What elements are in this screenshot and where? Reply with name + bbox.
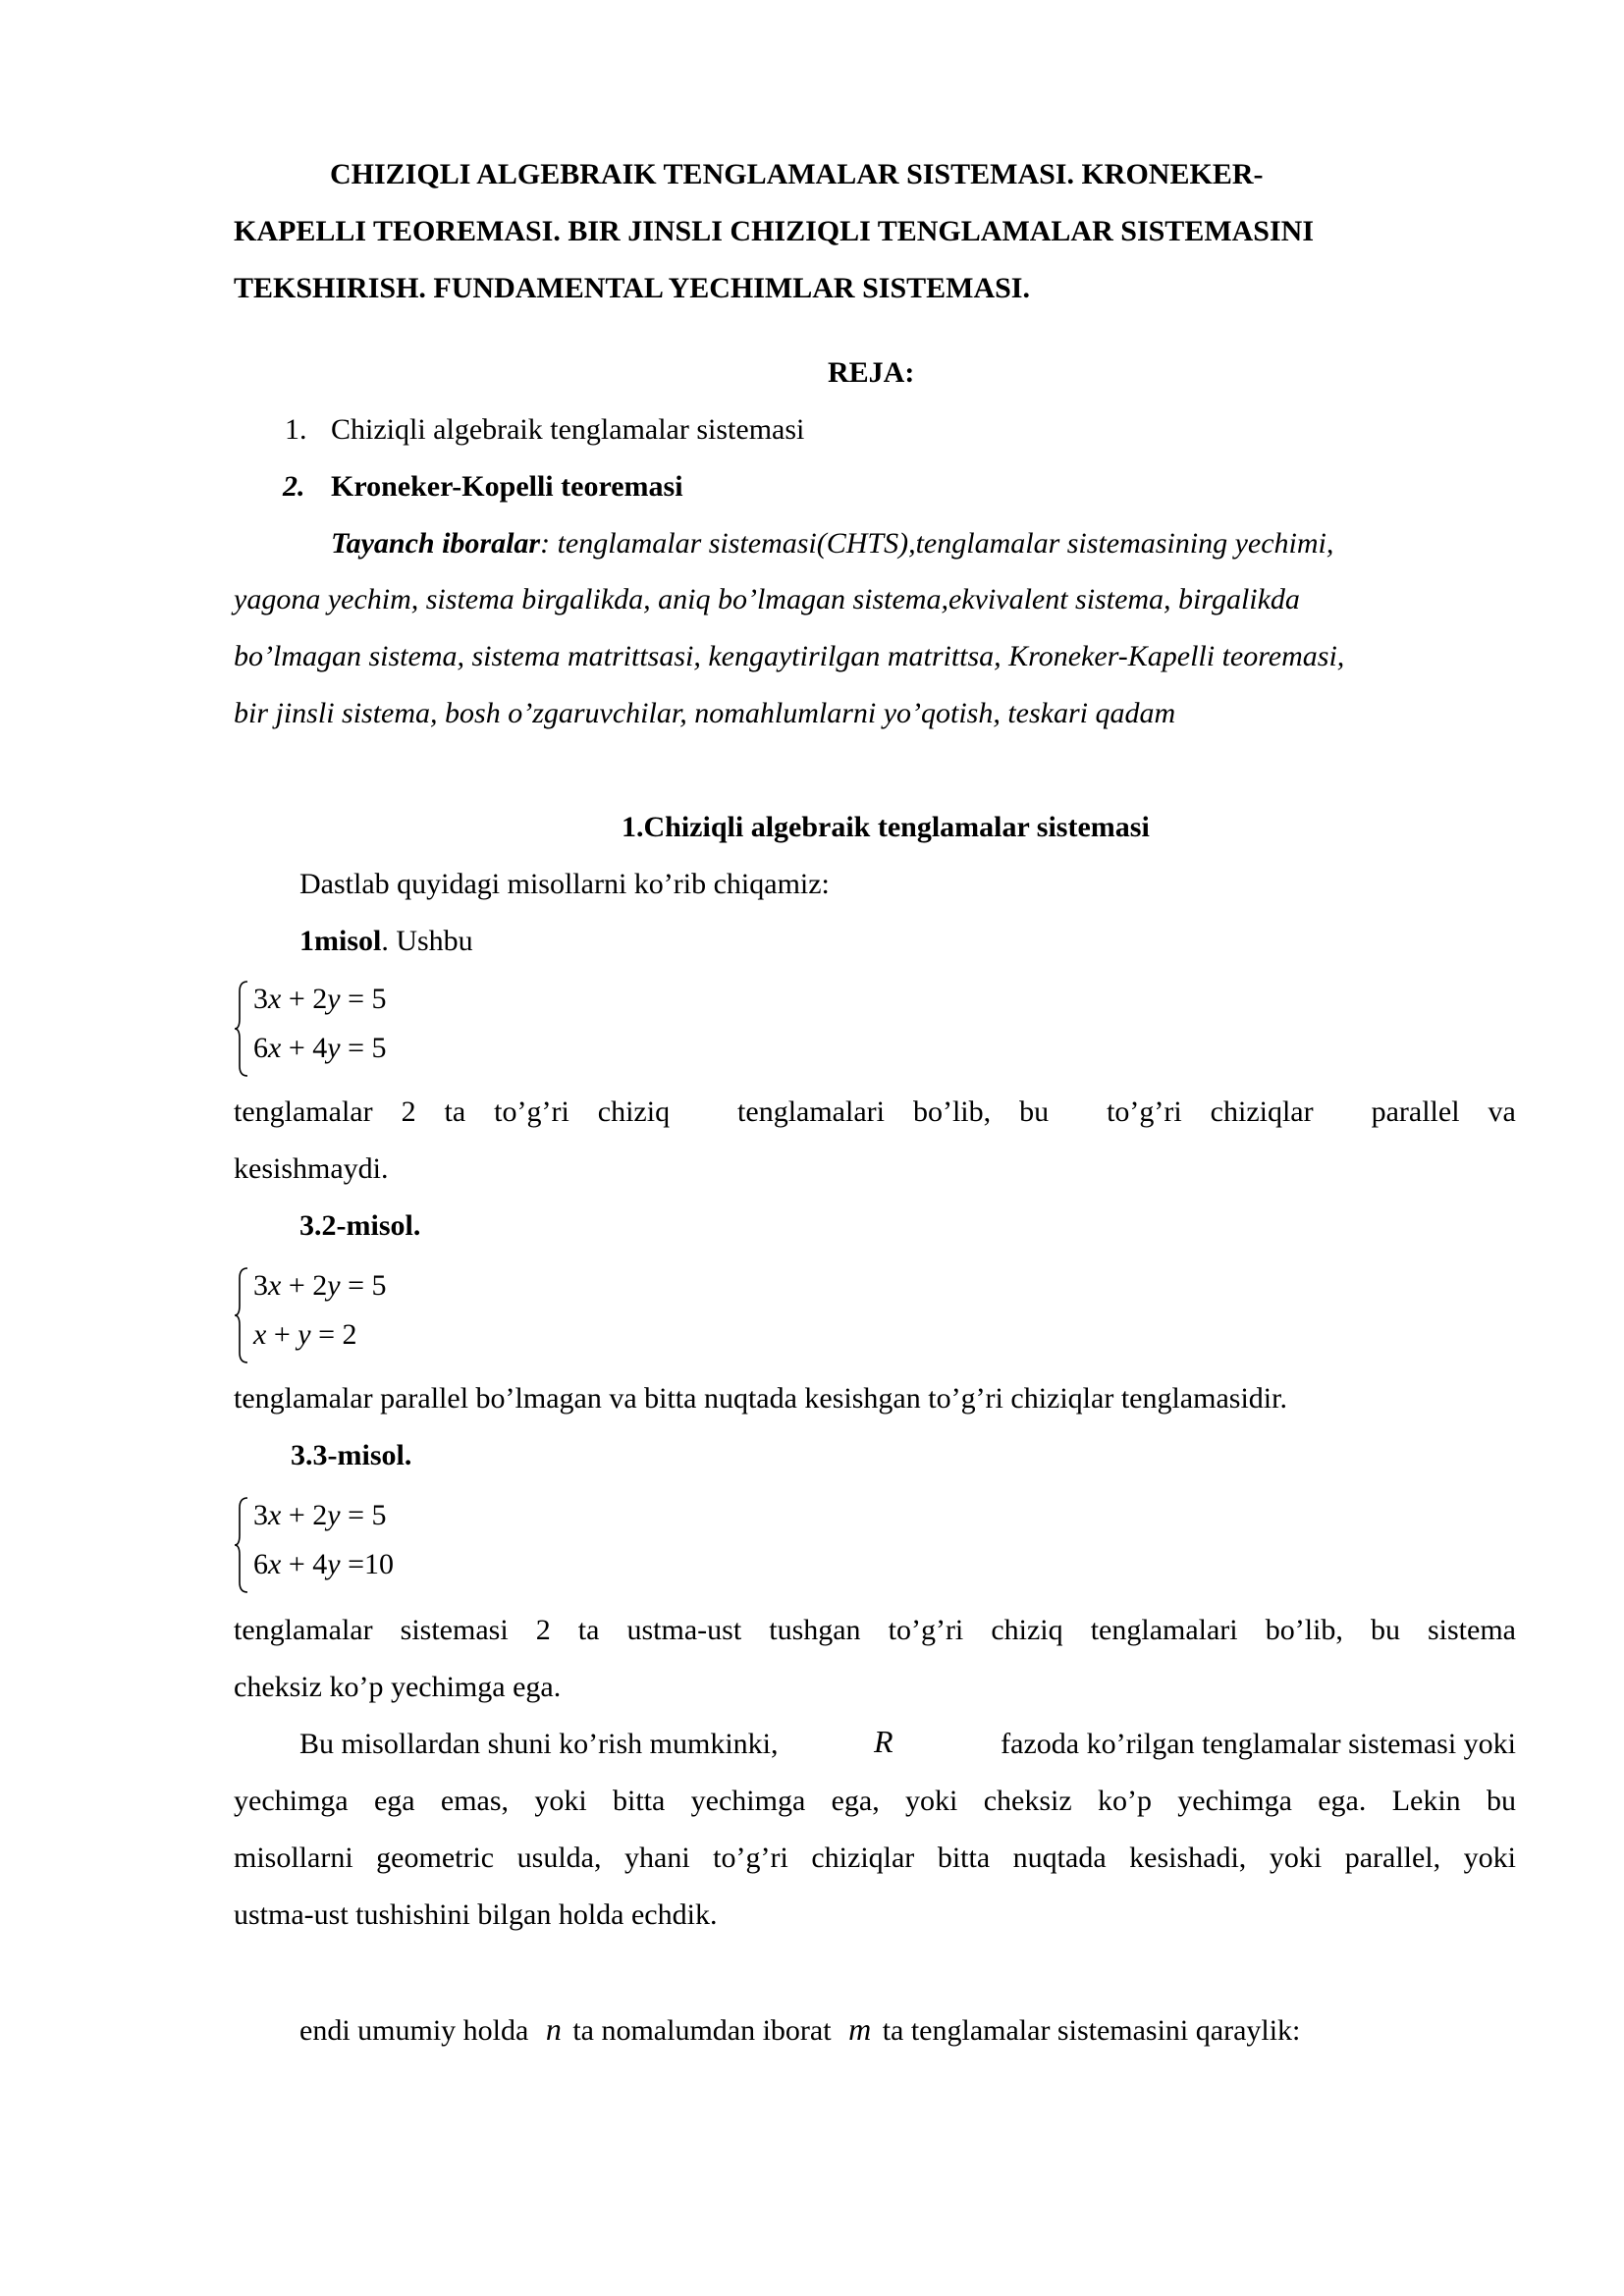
- keywords-text-1: : tenglamalar sistemasi(CHTS),tenglamalar sistemasining yechimi,: [540, 527, 1334, 560]
- example-3-label: 3.3-misol.: [291, 1439, 412, 1471]
- paragraph-line-3: misollarni geometric usulda, yhani to’g’ri chiziqlar bitta nuqtada kesishadi, yoki parallel, yoki: [234, 1842, 1516, 1874]
- keywords-label: Tayanch iboralar: [331, 527, 541, 560]
- closing-line: endi umumiy holda n ta nomalumdan iborat m ta tenglamalar sistemasini qaraylik:: [299, 2011, 1301, 2047]
- section-intro: Dastlab quyidagi misollarni ko’rib chiqamiz:: [299, 868, 830, 900]
- keywords-line-3: bo’lmagan sistema, sistema matrittsasi, kengaytirilgan matrittsa, Kroneker-Kapelli teoremasi,: [234, 640, 1345, 672]
- keywords-line-4: bir jinsli sistema, bosh o’zgaruvchilar, nomahlumlarni yo’qotish, teskari qadam: [234, 697, 1176, 729]
- example-1-title: [299, 922, 473, 961]
- plan-heading: REJA:: [828, 356, 915, 389]
- closing-var-n: n: [545, 2011, 562, 2047]
- title-line-3: TEKSHIRISH. FUNDAMENTAL YECHIMLAR SISTEMASI.: [234, 272, 1030, 304]
- example-1-label: 1misol: [299, 925, 382, 957]
- example-3-text-line-2: cheksiz ko’p yechimga ega.: [234, 1671, 562, 1703]
- paragraph-line-4: ustma-ust tushishini bilgan holda echdik.: [234, 1898, 718, 1931]
- plan-item-1-text: Chiziqli algebraik tenglamalar sistemasi: [331, 413, 805, 446]
- equation-1-2: 6x + 4y = 5: [253, 1032, 387, 1064]
- equation-3-1: 3x + 2y = 5: [253, 1499, 387, 1531]
- equation-system-2: [234, 1266, 430, 1374]
- equation-3-2: 6x + 4y =10: [253, 1548, 394, 1580]
- brace-icon: [234, 1266, 249, 1364]
- paragraph-line-1-start: Bu misollardan shuni ko’rish mumkinki,: [299, 1728, 779, 1760]
- plan-item-1-number: 1.: [285, 413, 307, 446]
- section-heading: 1.Chiziqli algebraik tenglamalar sistemasi: [622, 811, 1150, 843]
- plan-item-2-text: Kroneker-Kopelli teoremasi: [331, 470, 683, 503]
- example-1-text-line-2: kesishmaydi.: [234, 1152, 389, 1185]
- equation-2-2: x + y = 2: [253, 1318, 357, 1351]
- example-1-text-line-1: tenglamalar 2 ta to’g’ri chiziq tenglamalari bo’lib, bu to’g’ri chiziqlar parallel va: [234, 1095, 1516, 1128]
- example-2-text: tenglamalar parallel bo’lmagan va bitta nuqtada kesishgan to’g’ri chiziqlar tenglamasidir.: [234, 1382, 1287, 1415]
- paragraph-var-r: R: [874, 1724, 893, 1759]
- example-2-label: 3.2-misol.: [299, 1209, 421, 1242]
- example-3-text-line-1: tenglamalar sistemasi 2 ta ustma-ust tushgan to’g’ri chiziq tenglamalari bo’lib, bu sistema: [234, 1614, 1516, 1646]
- paragraph-line-1-end: fazoda ko’rilgan tenglamalar sistemasi yoki: [1001, 1728, 1516, 1760]
- title-line-1: CHIZIQLI ALGEBRAIK TENGLAMALAR SISTEMASI. KRONEKER-: [330, 158, 1264, 190]
- equation-1-1: 3x + 2y = 5: [253, 983, 387, 1015]
- example-1-label-rest: . Ushbu: [381, 925, 473, 957]
- brace-icon: [234, 980, 249, 1078]
- plan-item-2-number: 2.: [283, 470, 305, 503]
- paragraph-line-2: yechimga ega emas, yoki bitta yechimga ega, yoki cheksiz ko’p yechimga ega. Lekin bu: [234, 1785, 1516, 1817]
- equation-2-1: 3x + 2y = 5: [253, 1269, 387, 1302]
- equation-system-3: [234, 1496, 430, 1604]
- keywords-line-2: yagona yechim, sistema birgalikda, aniq bo’lmagan sistema,ekvivalent sistema, birgalikda: [234, 583, 1300, 615]
- equation-system-1: [234, 980, 430, 1088]
- title-line-2: KAPELLI TEOREMASI. BIR JINSLI CHIZIQLI TENGLAMALAR SISTEMASINI: [234, 215, 1315, 247]
- closing-var-m: m: [848, 2011, 872, 2047]
- keywords-line-1: [331, 524, 1333, 563]
- brace-icon: [234, 1496, 249, 1594]
